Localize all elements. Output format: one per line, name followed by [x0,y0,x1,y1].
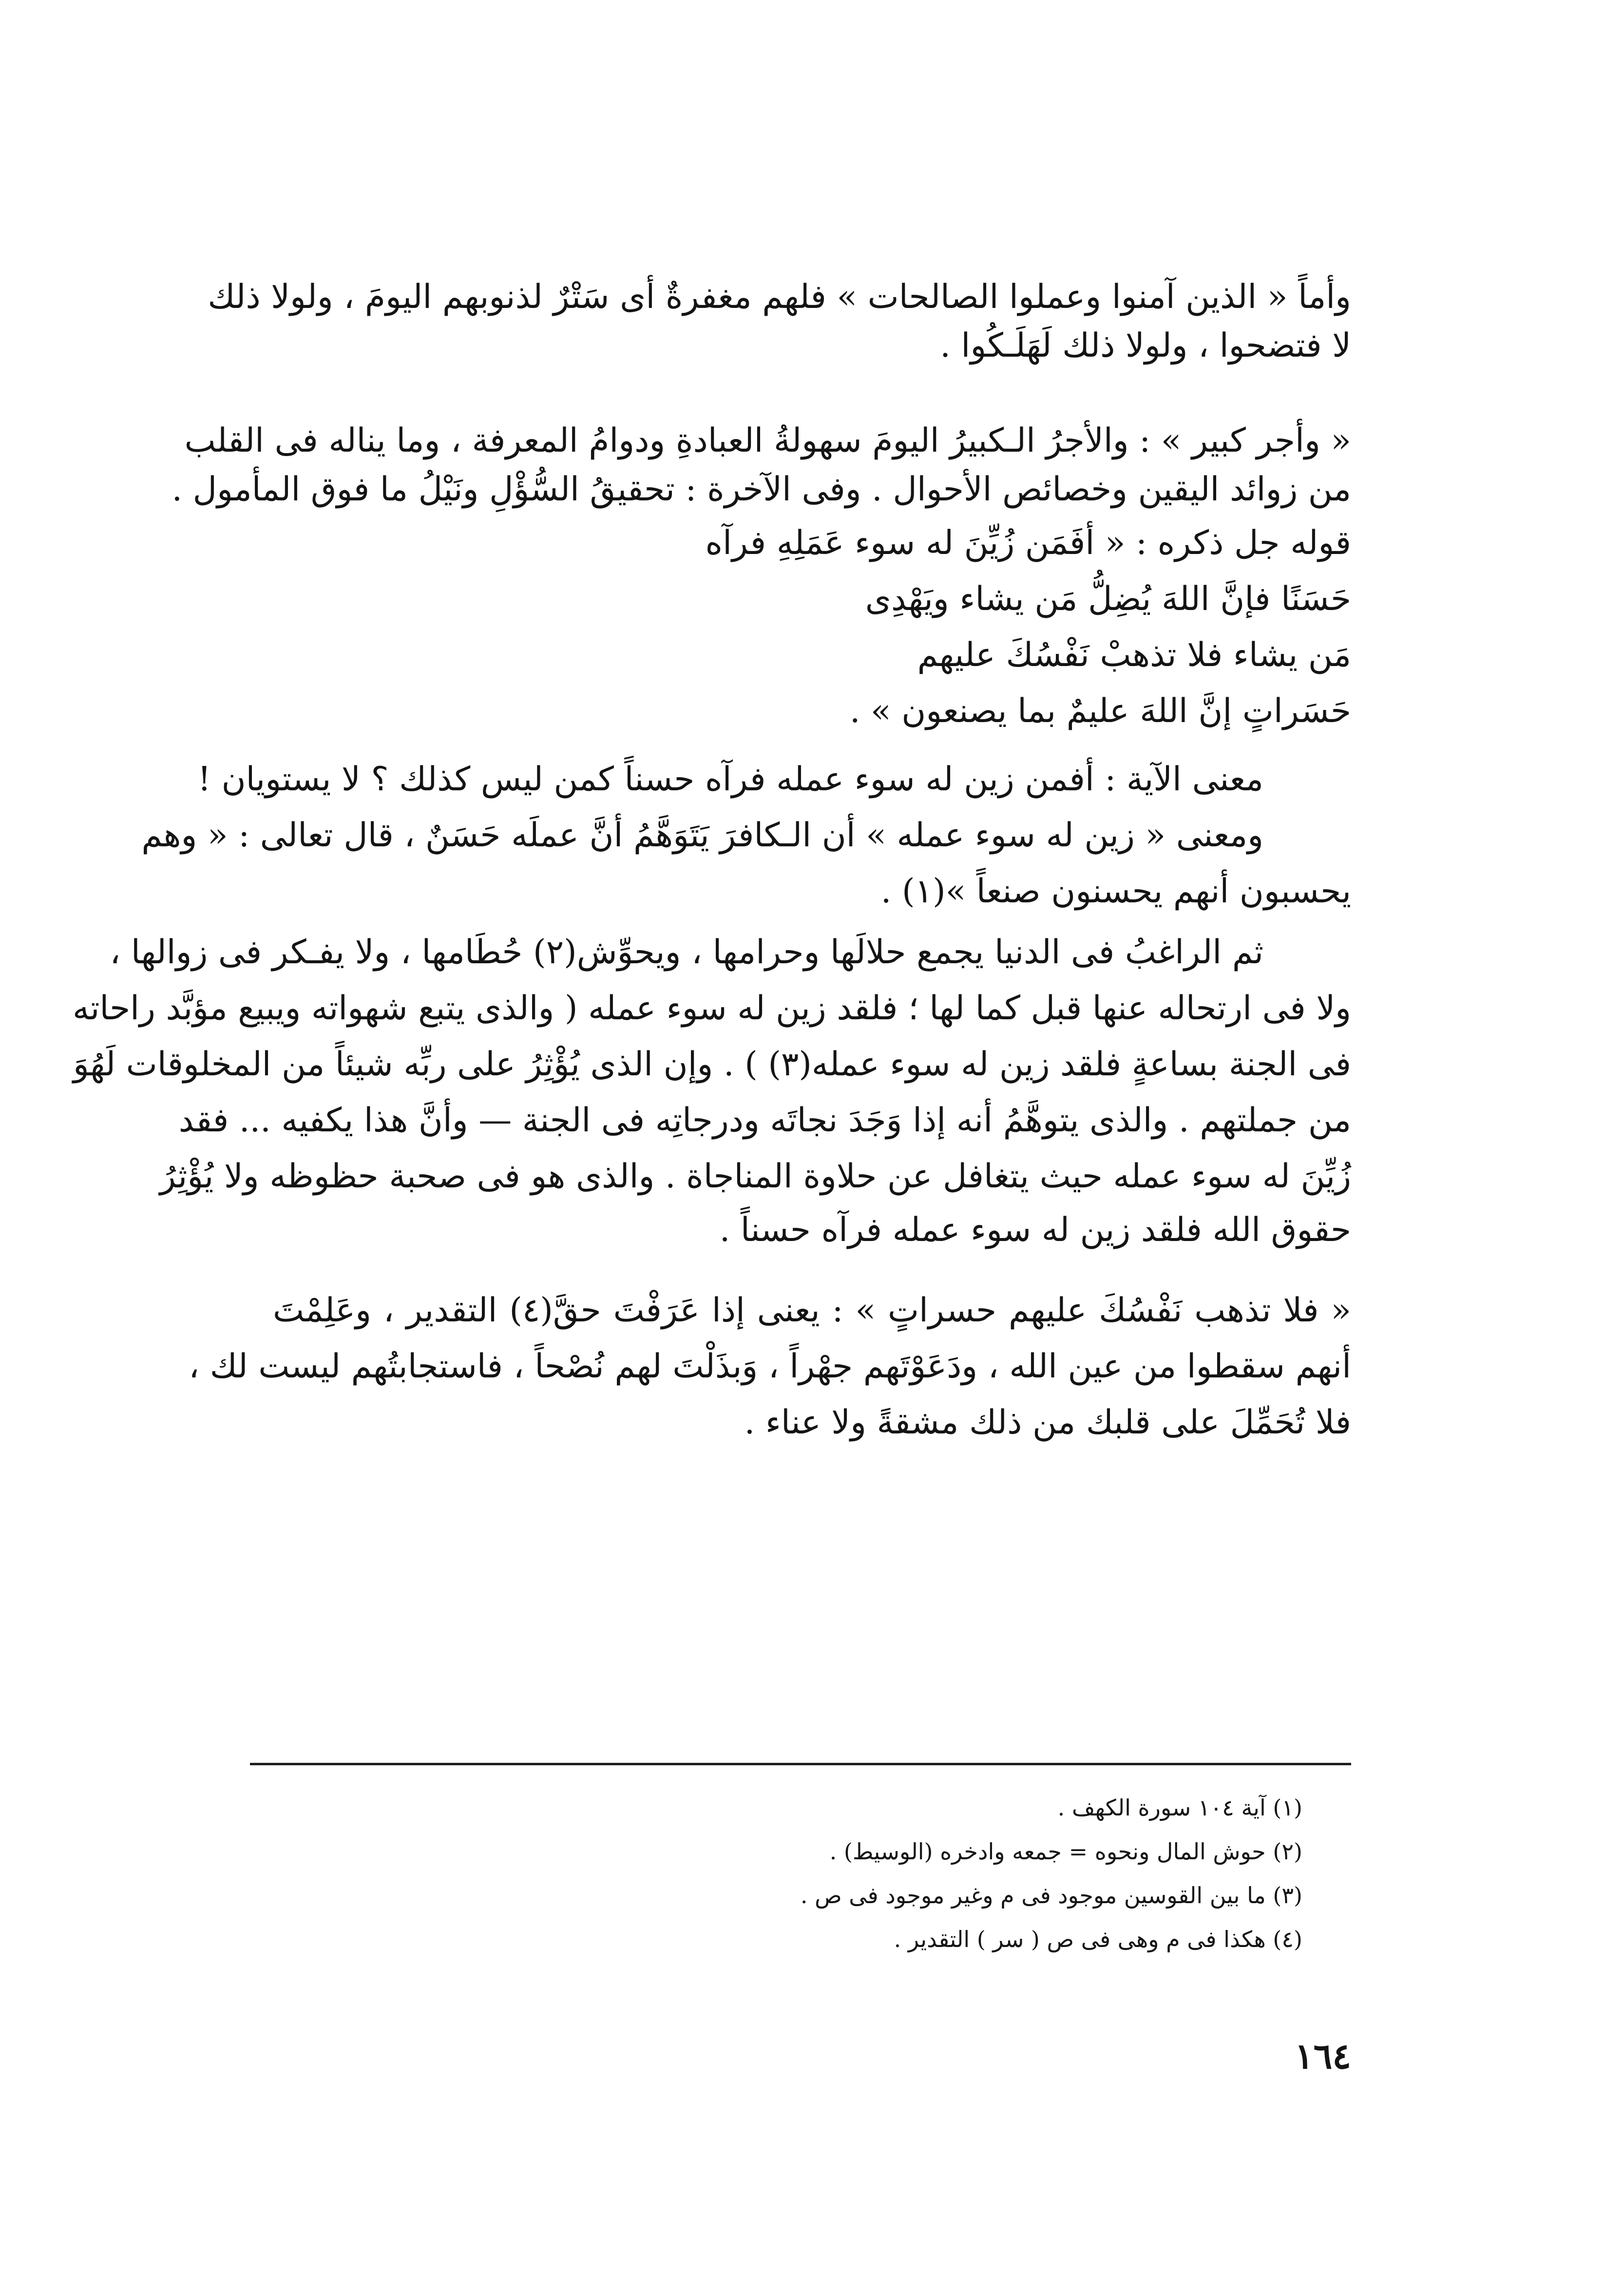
body-line: حقوق الله فلقد زين له سوء عمله فرآه حسناً . [719,1211,1351,1249]
body-line: « فلا تذهب نَفْسُكَ عليهم حسراتٍ » : يعنى إذا عَرَفْتَ حقَّ(٤) التقدير ، وعَلِمْتَ [273,1291,1352,1330]
footnote: (٢) حوش المال ونحوه = جمعه وادخره (الوسيط) . [829,1838,1302,1865]
body-line: ثم الراغبُ فى الدنيا يجمع حلالَها وحرامها ، ويحوِّش(٢) حُطَامها ، ولا يفـكر فى زوالها ، [110,933,1263,972]
body-line: زُيِّنَ له سوء عمله حيث يتغافل عن حلاوة المناجاة . والذى هو فى صحبة حظوظه ولا يُؤْثِرُ [159,1157,1351,1196]
footnote: (٤) هكذا فى م وهى فى ص ( سر ) التقدير . [894,1926,1302,1952]
body-line: فلا تُحَمِّلَ على قلبك من ذلك مشقةً ولا عناء . [744,1403,1351,1442]
body-line: ولا فى ارتحاله عنها قبل كما لها ؛ فلقد زين له سوء عمله ( والذى يتبع شهواته ويبيع مؤبَّد راحاته [73,989,1351,1028]
page-number: ١٦٤ [1294,2035,1351,2077]
body-line: لا فتضحوا ، ولولا ذلك لَهَلَـكُوا . [940,326,1351,365]
footnote: (١) آية ١٠٤ سورة الكهف . [1057,1795,1302,1821]
body-line: يحسبون أنهم يحسنون صنعاً »(١) . [880,872,1351,911]
body-line: معنى الآية : أفمن زين له سوء عمله فرآه حسناً كمن ليس كذلك ؟ لا يستويان ! [197,760,1263,799]
footnote: (٣) ما بين القوسين موجود فى م وغير موجود فى ص . [800,1882,1302,1909]
verse-line: قوله جل ذكره : « أفَمَن زُيِّنَ له سوء عَمَلِهِ فرآه [705,524,1351,562]
footnote-separator [250,1763,1351,1765]
body-line: أنهم سقطوا من عين الله ، ودَعَوْتَهم جهْراً ، وَبذَلْتَ لهم نُصْحاً ، فاستجابتُهم ليست لك ، [189,1347,1351,1386]
body-line: من زوائد اليقين وخصائص الأحوال . وفى الآخرة : تحقيقُ السُّؤْلِ ونَيْلُ ما فوق المأمول . [172,470,1351,509]
body-line: ومعنى « زين له سوء عمله » أن الـكافرَ يَتَوَهَّمُ أنَّ عملَه حَسَنٌ ، قال تعالى : « وهم [141,816,1263,855]
body-line: وأماً « الذين آمنوا وعملوا الصالحات » فلهم مغفرةٌ أى سَتْرٌ لذنوبهم اليومَ ، ولولا ذلك [208,278,1351,316]
body-line: « وأجر كبير » : والأجرُ الـكبيرُ اليومَ سهولةُ العبادةِ ودوامُ المعرفة ، وما يناله فى القلب [184,421,1351,460]
verse-line: حَسَنًا فإنَّ اللهَ يُضِلُّ مَن يشاء ويَهْدِى [865,580,1351,618]
body-line: من جملتهم . والذى يتوهَّمُ أنه إذا وَجَدَ نجاتَه ودرجاتِه فى الجنة — وأنَّ هذا يكفيه ... فقد [178,1101,1351,1140]
body-line: فى الجنة بساعةٍ فلقد زين له سوء عمله(٣) ) . وإن الذى يُؤْثِرُ على ربِّه شيئاً من المخلوقات لَهُوَ [73,1045,1351,1084]
verse-line: حَسَراتٍ إنَّ اللهَ عليمٌ بما يصنعون » . [849,692,1351,730]
verse-line: مَن يشاء فلا تذهبْ نَفْسُكَ عليهم [917,636,1351,674]
